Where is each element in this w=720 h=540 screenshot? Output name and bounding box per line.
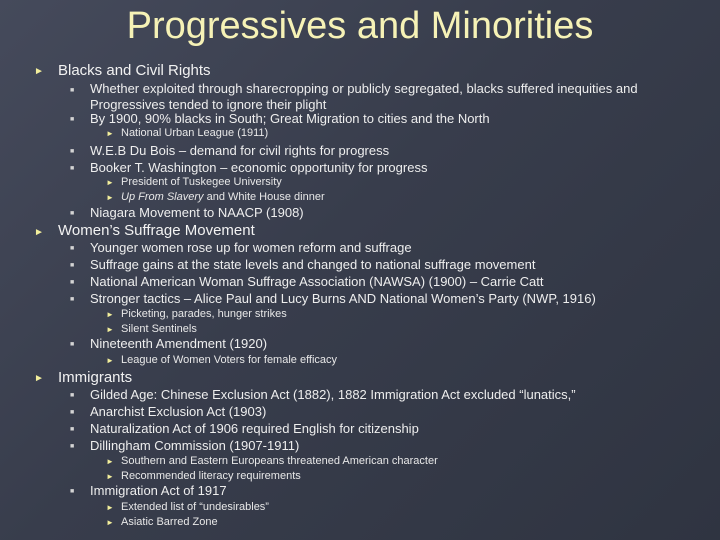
bullet-text: Booker T. Washington – economic opportunity for progress bbox=[90, 160, 428, 175]
triangle-right-icon: ► bbox=[106, 457, 114, 466]
triangle-right-icon: ► bbox=[106, 193, 114, 202]
section-heading-suffrage: Women’s Suffrage Movement bbox=[58, 222, 255, 239]
square-bullet-icon: ■ bbox=[70, 341, 75, 348]
book-title: Up From Slavery bbox=[121, 191, 204, 203]
triangle-right-icon: ► bbox=[106, 472, 114, 481]
square-bullet-icon: ■ bbox=[70, 245, 75, 252]
triangle-right-icon: ► bbox=[34, 227, 44, 238]
sub-bullet-text bbox=[121, 191, 325, 203]
sub-bullet-text: President of Tuskegee University bbox=[121, 176, 282, 188]
sub-bullet-text: Recommended literacy requirements bbox=[121, 470, 301, 482]
bullet-text: National American Woman Suffrage Association (NAWSA) (1900) – Carrie Catt bbox=[90, 274, 544, 289]
bullet-text: By 1900, 90% blacks in South; Great Migration to cities and the North bbox=[90, 111, 490, 126]
bullet-text bbox=[90, 81, 638, 112]
sub-bullet-text: National Urban League (1911) bbox=[121, 127, 269, 139]
bullet-text: W.E.B Du Bois – demand for civil rights for progress bbox=[90, 143, 390, 158]
bullet-text: Gilded Age: Chinese Exclusion Act (1882), 1882 Immigration Act excluded “lunatics,” bbox=[90, 387, 576, 402]
sub-bullet-text: Silent Sentinels bbox=[121, 323, 197, 335]
square-bullet-icon: ■ bbox=[70, 165, 75, 172]
sub-bullet-text: League of Women Voters for female efficacy bbox=[121, 354, 338, 366]
bullet-text: Younger women rose up for women reform and suffrage bbox=[90, 240, 412, 255]
square-bullet-icon: ■ bbox=[70, 148, 75, 155]
square-bullet-icon: ■ bbox=[70, 409, 75, 416]
bullet-text: Immigration Act of 1917 bbox=[90, 483, 227, 498]
bullet-text: Nineteenth Amendment (1920) bbox=[90, 336, 268, 351]
square-bullet-icon: ■ bbox=[70, 279, 75, 286]
sub-bullet-text: Extended list of “undesirables” bbox=[121, 501, 269, 513]
square-bullet-icon: ■ bbox=[70, 262, 75, 269]
square-bullet-icon: ■ bbox=[70, 392, 75, 399]
square-bullet-icon: ■ bbox=[70, 443, 75, 450]
sub-bullet-text: Picketing, parades, hunger strikes bbox=[121, 308, 287, 320]
triangle-right-icon: ► bbox=[34, 66, 44, 77]
triangle-right-icon: ► bbox=[106, 518, 114, 527]
square-bullet-icon: ■ bbox=[70, 87, 75, 94]
sub-bullet-text: Southern and Eastern Europeans threatened American character bbox=[121, 455, 438, 467]
bullet-text: Stronger tactics – Alice Paul and Lucy Burns AND National Women’s Party (NWP, 1916) bbox=[90, 291, 596, 306]
square-bullet-icon: ■ bbox=[70, 116, 75, 123]
triangle-right-icon: ► bbox=[106, 310, 114, 319]
triangle-right-icon: ► bbox=[106, 129, 114, 138]
bullet-line: Whether exploited through sharecropping or publicly segregated, blacks suffered inequities and bbox=[90, 81, 638, 96]
triangle-right-icon: ► bbox=[106, 503, 114, 512]
bullet-text: Anarchist Exclusion Act (1903) bbox=[90, 404, 267, 419]
triangle-right-icon: ► bbox=[106, 178, 114, 187]
bullet-text: Suffrage gains at the state levels and changed to national suffrage movement bbox=[90, 257, 536, 272]
bullet-text: Niagara Movement to NAACP (1908) bbox=[90, 205, 304, 220]
sub-bullet-text: Asiatic Barred Zone bbox=[121, 516, 218, 528]
section-heading-immigrants: Immigrants bbox=[58, 369, 133, 386]
slide-title: Progressives and Minorities bbox=[126, 5, 594, 47]
bullet-text: Dillingham Commission (1907-1911) bbox=[90, 438, 300, 453]
square-bullet-icon: ■ bbox=[70, 426, 75, 433]
triangle-right-icon: ► bbox=[34, 373, 44, 384]
bullet-line: Progressives tended to ignore their plight bbox=[90, 96, 327, 112]
square-bullet-icon: ■ bbox=[70, 488, 75, 495]
section-heading-blacks: Blacks and Civil Rights bbox=[58, 62, 211, 79]
bullet-text: Naturalization Act of 1906 required English for citizenship bbox=[90, 421, 419, 436]
triangle-right-icon: ► bbox=[106, 356, 114, 365]
sub-bullet-rest: and White House dinner bbox=[203, 191, 325, 203]
square-bullet-icon: ■ bbox=[70, 210, 75, 217]
square-bullet-icon: ■ bbox=[70, 296, 75, 303]
triangle-right-icon: ► bbox=[106, 325, 114, 334]
